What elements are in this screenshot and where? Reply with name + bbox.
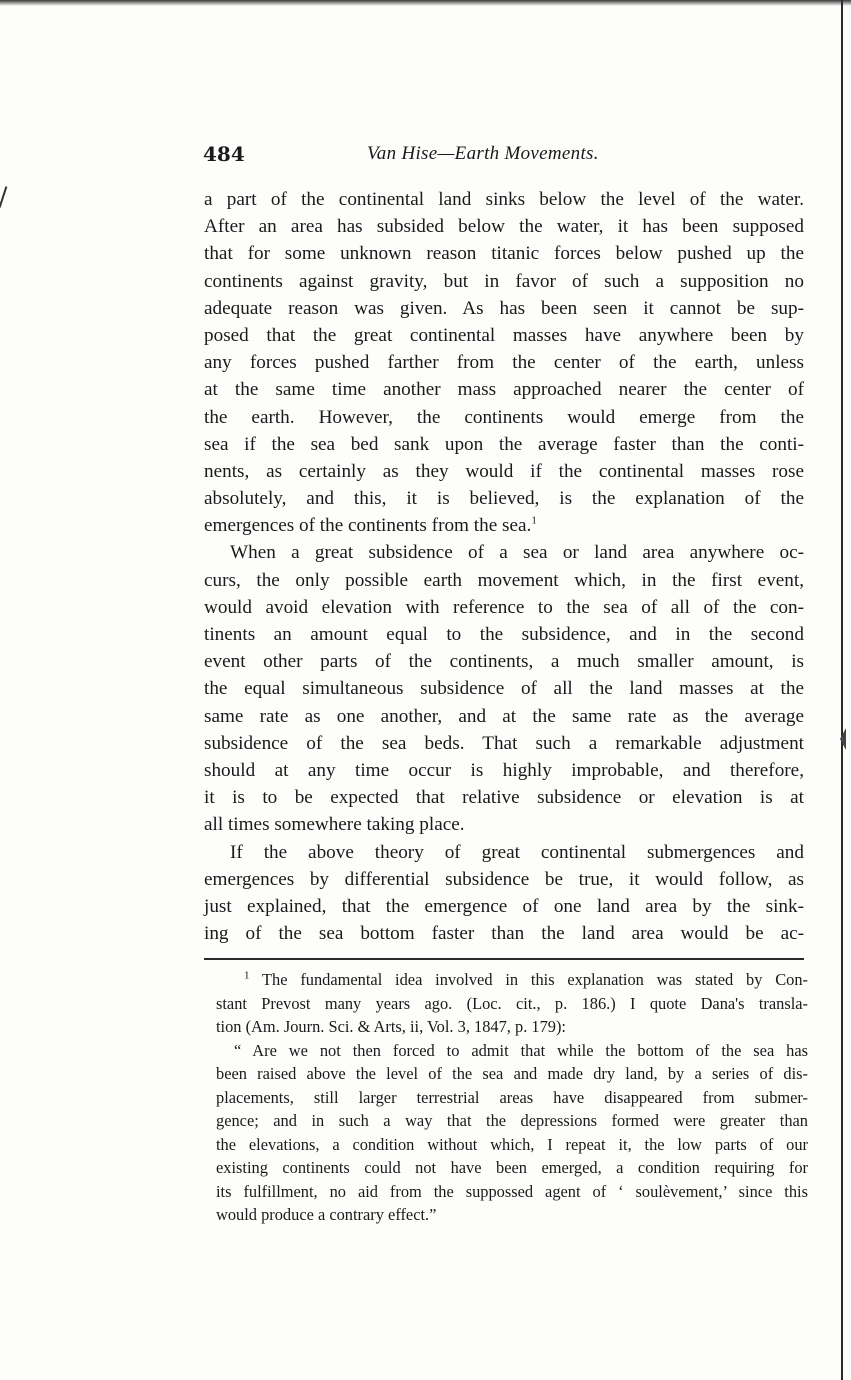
footnote-line (216, 968, 808, 992)
body-line: all times somewhere taking place. (204, 814, 465, 836)
body-line: any forces pushed farther from the center of the earth, unless (204, 352, 804, 374)
running-header (203, 142, 805, 172)
body-line: the equal simultaneous subsidence of all the land masses at the (204, 678, 804, 700)
left-margin-mark (0, 186, 7, 208)
footnotes (216, 968, 808, 1227)
body-line: ing of the sea bottom faster than the land area would be ac- (204, 923, 804, 945)
footnote-line: been raised above the level of the sea and made dry land, by a series of dis- (216, 1064, 808, 1083)
body-line: continents against gravity, but in favor of such a supposition no (204, 270, 804, 292)
page-right-edge (841, 0, 843, 1380)
body-line: emergences by differential subsidence be true, it would follow, as (204, 868, 804, 890)
footnote-line: stant Prevost many years ago. (Loc. cit., p. 186.) I quote Dana's transla- (216, 993, 808, 1013)
body-line: tinents an amount equal to the subsidence, and in the second (204, 624, 804, 645)
body-line: it is to be expected that relative subsidence or elevation is at (204, 787, 804, 809)
footnote-line: its fulfillment, no aid from the suppossed agent of ‘ soulèvement,’ since this (216, 1181, 808, 1201)
body-line-text: emergences of the continents from the sea. (204, 515, 532, 537)
body-line: subsidence of the sea beds. That such a remarkable adjustment (204, 732, 804, 754)
page-number: 484 (203, 142, 245, 166)
footnote-line: the elevations, a condition without which, I repeat it, the low parts of our (216, 1134, 808, 1154)
footnote-line: existing continents could not have been emerged, a condition requiring for (216, 1158, 808, 1177)
body-line (204, 512, 804, 539)
footnote-line: “ Are we not then forced to admit that while the bottom of the sea has (234, 1040, 808, 1060)
footnote-divider (204, 958, 804, 960)
body-line: After an area has subsided below the water, it has been supposed (204, 216, 804, 238)
footnote-line: gence; and in such a way that the depressions formed were greater than (216, 1111, 808, 1130)
body-line: just explained, that the emergence of one land area by the sink- (204, 895, 804, 917)
body-line: nents, as certainly as they would if the continental masses rose (204, 460, 804, 482)
body-line: same rate as one another, and at the same rate as the average (204, 705, 804, 727)
body-line: a part of the continental land sinks below the level of the water. (204, 189, 804, 210)
body-line: posed that the great continental masses have anywhere been by (204, 324, 804, 346)
page-top-edge-shadow (0, 0, 851, 6)
body-line: event other parts of the continents, a much smaller amount, is (204, 651, 804, 673)
body-line: at the same time another mass approached nearer the center of (204, 379, 804, 401)
footnote-line: would produce a contrary effect.” (216, 1205, 437, 1224)
body-line: When a great subsidence of a sea or land area anywhere oc- (230, 542, 804, 564)
footnote-line: tion (Am. Journ. Sci. & Arts, ii, Vol. 3, 1847, p. 179): (216, 1017, 566, 1036)
body-line: sea if the sea bed sank upon the average faster than the conti- (204, 433, 804, 455)
footnote-line: placements, still larger terrestrial areas have disappeared from submer- (216, 1087, 808, 1107)
body-line: should at any time occur is highly improbable, and therefore, (204, 759, 804, 781)
footnote-reference: 1 (531, 514, 537, 527)
body-line: curs, the only possible earth movement which, in the first event, (204, 569, 804, 591)
body-line: absolutely, and this, it is believed, is the explanation of the (204, 488, 804, 510)
body-line: If the above theory of great continental submergences and (230, 841, 804, 863)
body-line: adequate reason was given. As has been seen it cannot be sup- (204, 297, 804, 319)
body-line: that for some unknown reason titanic forces below pushed up the (204, 243, 804, 265)
running-title: Van Hise—Earth Movements. (367, 143, 599, 164)
footnote-line-text: The fundamental idea involved in this explanation was stated by Con- (262, 970, 809, 989)
body-line: the earth. However, the continents would emerge from the (204, 406, 804, 428)
body-text (204, 186, 804, 947)
footnote-marker: 1 (244, 969, 250, 982)
body-line: would avoid elevation with reference to the sea of all of the con- (204, 596, 804, 618)
